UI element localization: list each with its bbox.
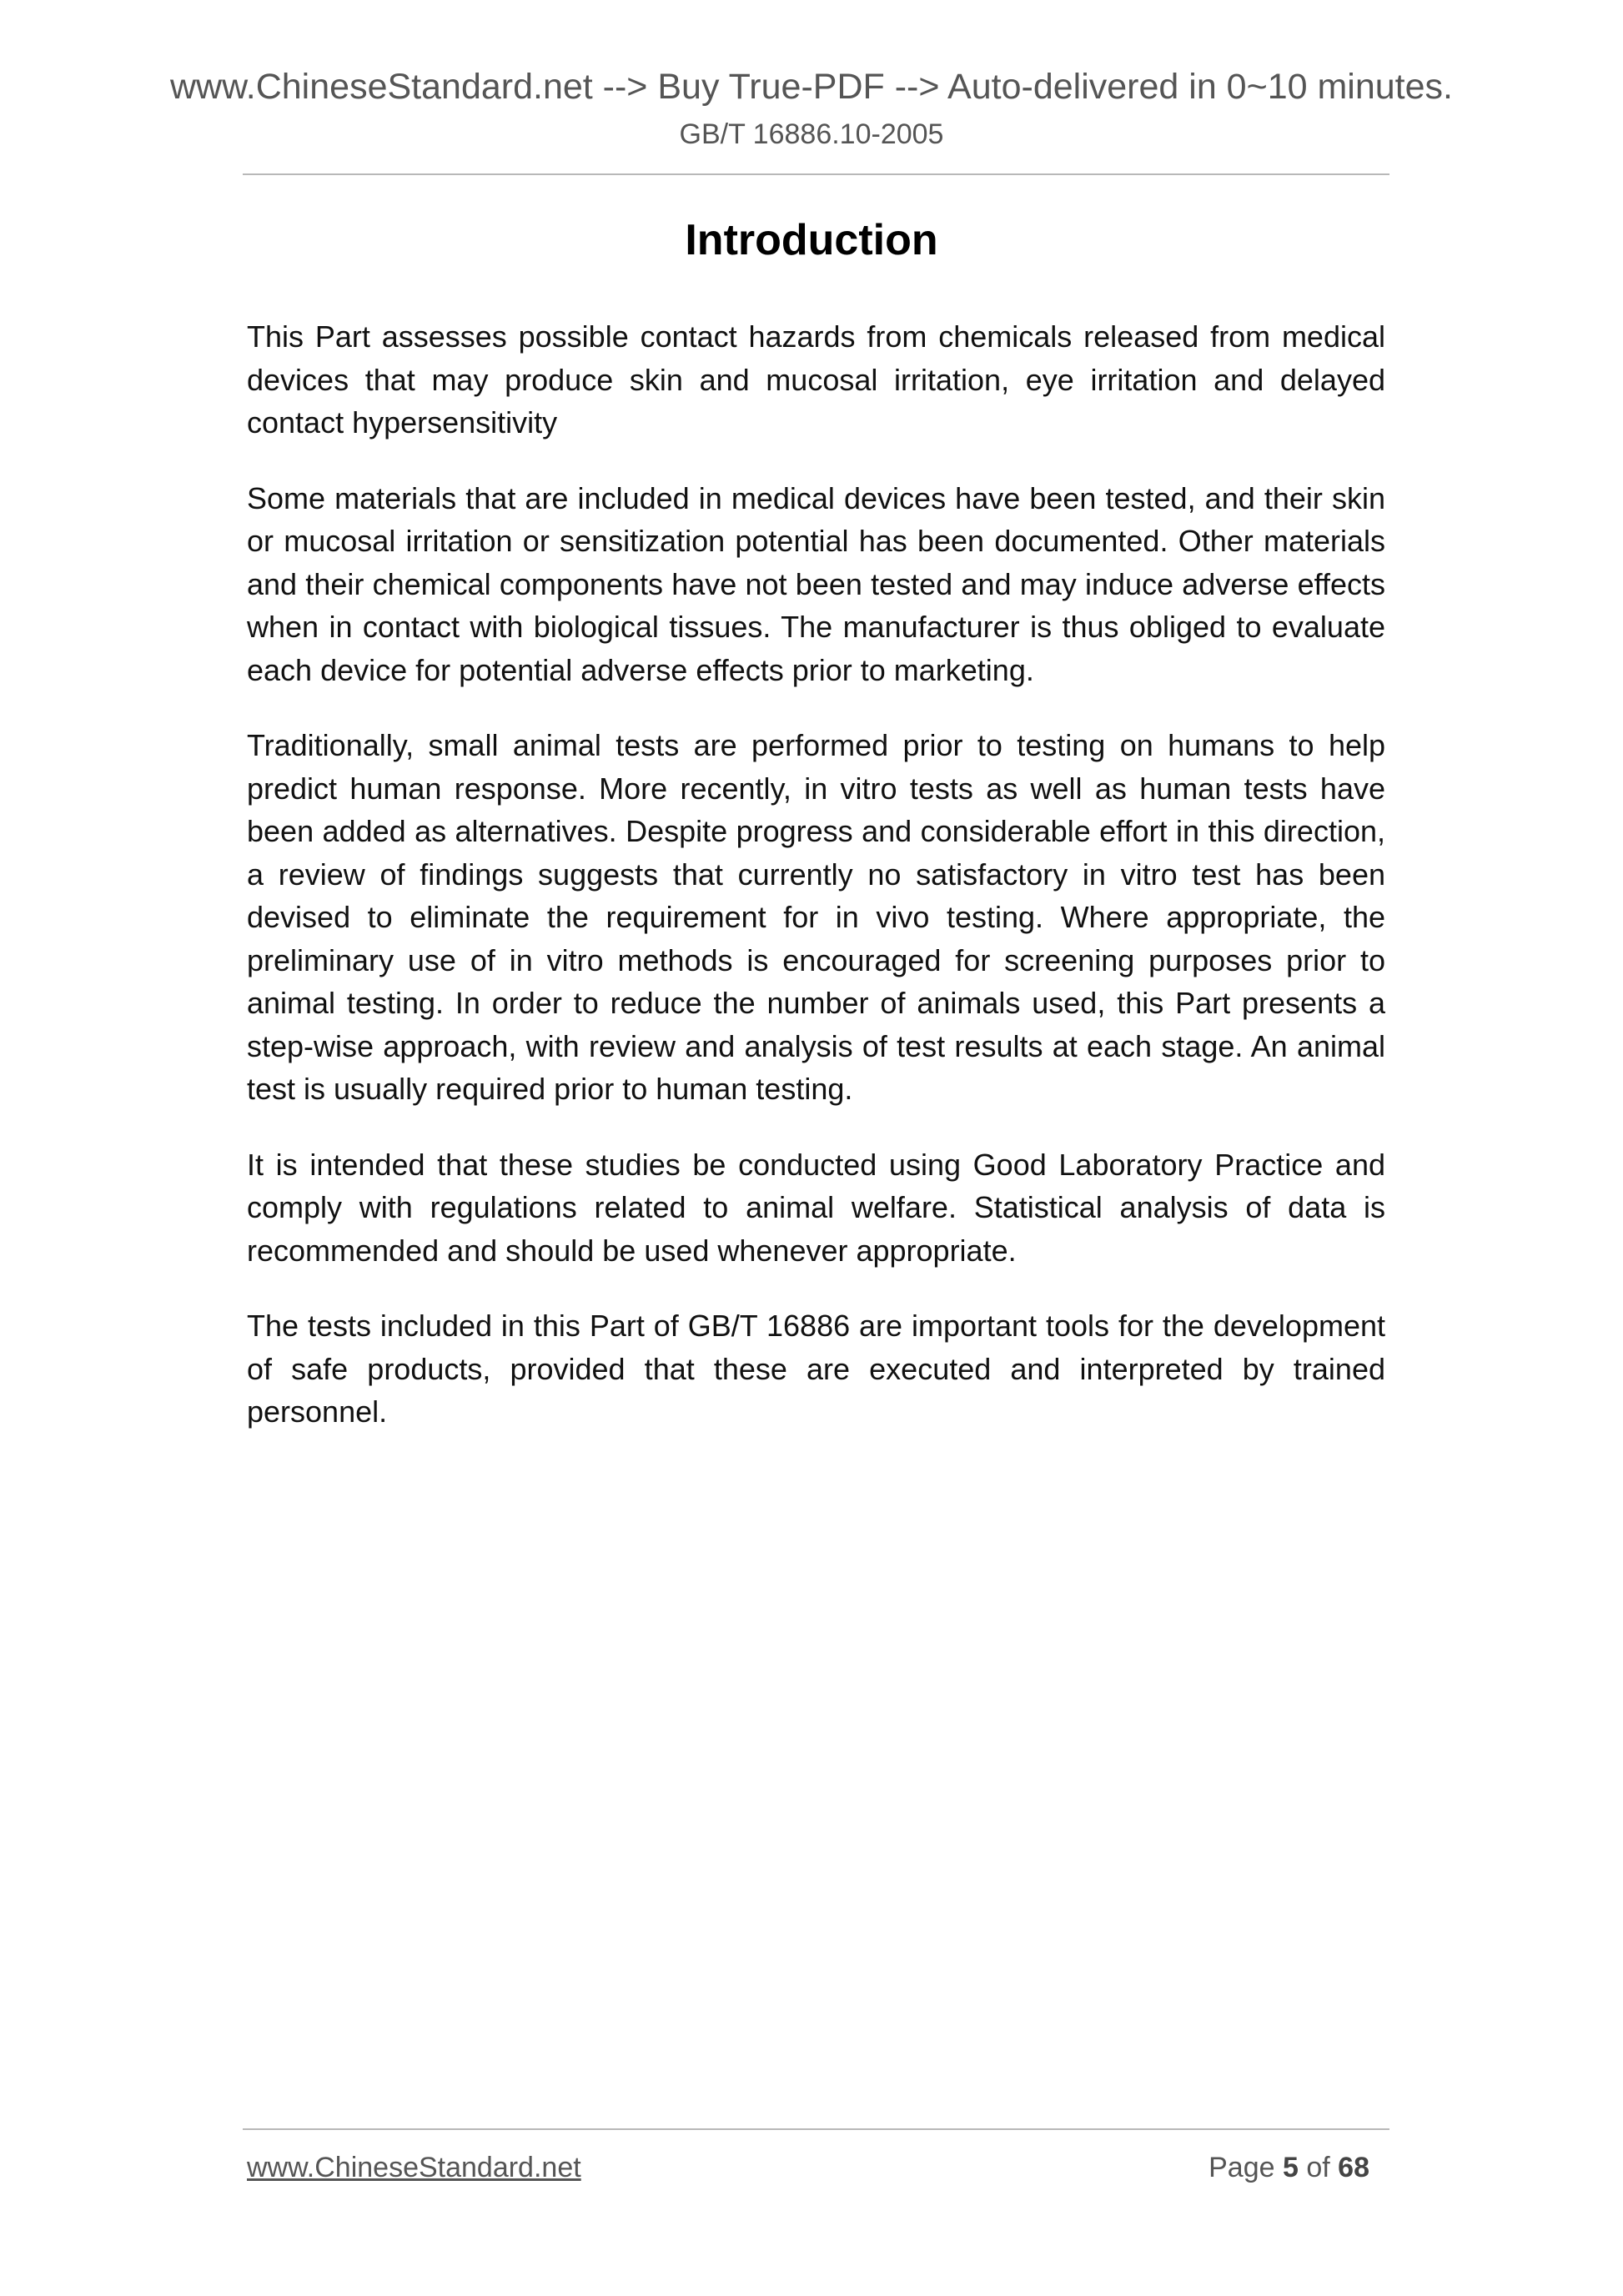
header-divider [243,173,1389,175]
page-of-label: of [1306,2152,1330,2183]
paragraph-2: Some materials that are included in medical devices have been tested, and their skin or mucosal irritation or sensitization potential has been documented. Other materials and their chemical components have not been tested and may induce adverse effects when in contact with biological tissues. The manufacturer is thus obliged to evaluate each device for potential adverse effects prior to marketing. [247,480,1385,687]
page-label: Page [1208,2152,1275,2183]
page-number [1208,2149,1369,2186]
page-title: Introduction [685,216,938,264]
document-code: GB/T 16886.10-2005 [679,118,944,150]
paragraph-1: This Part assesses possible contact hazards from chemicals released from medical devices that may produce skin and mucosal irritation, eye irritation and delayed contact hypersensitivity [247,319,1385,440]
paragraph-3: Traditionally, small animal tests are performed prior to testing on humans to help predict human response. More recently, in vitro tests as well as human tests have been added as alternatives. Despite progress and considerable effort in this direction, a review of findings suggests that currently no satisfactory in vitro test has been devised to eliminate the requirement for in vivo testing. Where appropriate, the preliminary use of in vitro methods is encouraged for screening purposes prior to animal testing. In order to reduce the number of animals used, this Part presents a step-wise approach, with review and analysis of test results at each stage. An animal test is usually required prior to human testing. [247,728,1385,1106]
page-current: 5 [1282,2152,1299,2183]
paragraph-5: The tests included in this Part of GB/T 16886 are important tools for the development of safe products, provided that these are executed and interpreted by trained personnel. [247,1309,1385,1429]
paragraph-4: It is intended that these studies be conducted using Good Laboratory Practice and comply with regulations related to animal welfare. Statistical analysis of data is recommended and should be used whenever appropriate. [247,1147,1385,1268]
body-text [247,315,1385,1466]
source-banner: www.ChineseStandard.net --> Buy True-PDF --> Auto-delivered in 0~10 minutes. [169,67,1453,107]
footer-divider [243,2128,1389,2130]
page-total: 68 [1338,2152,1369,2183]
footer-website-link[interactable]: www.ChineseStandard.net [247,2152,581,2183]
